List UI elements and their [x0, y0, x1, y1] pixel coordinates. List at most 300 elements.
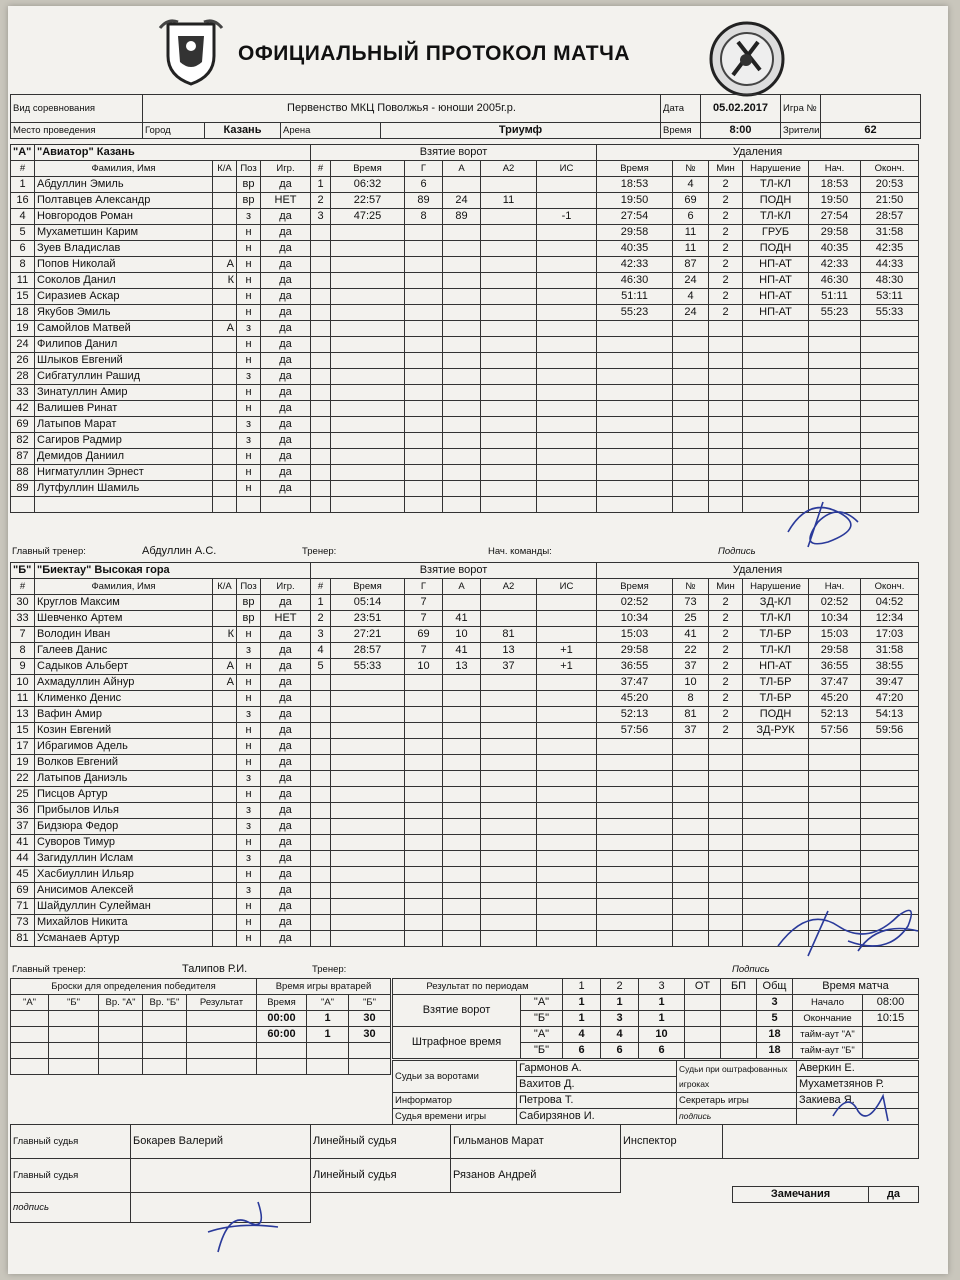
gk-title: Время игры вратарей [257, 979, 391, 995]
table-row [311, 739, 597, 755]
table-cell: 4 [11, 209, 35, 225]
table-cell [405, 691, 443, 707]
table-cell [331, 755, 405, 771]
table-row [597, 707, 919, 723]
table-cell: з [237, 883, 261, 899]
table-row [311, 883, 597, 899]
col-name: Фамилия, Имя [35, 579, 213, 595]
table-row [11, 739, 311, 755]
col-pmin: Мин [709, 579, 743, 595]
table-cell [809, 465, 861, 481]
table-row [597, 915, 919, 931]
pen-cell: 4 [563, 1027, 601, 1043]
table-cell [743, 369, 809, 385]
table-cell: н [237, 305, 261, 321]
gk-col-a: "А" [307, 995, 349, 1011]
table-cell [443, 305, 481, 321]
table-cell: да [261, 337, 311, 353]
spectators-label: Зрители [781, 123, 821, 139]
table-cell: 2 [709, 289, 743, 305]
table-row [311, 803, 597, 819]
table-cell: Попов Николай [35, 257, 213, 273]
table-cell: ТЛ-КЛ [743, 611, 809, 627]
table-cell [861, 353, 919, 369]
table-cell [481, 803, 537, 819]
team-a-roster [10, 144, 311, 513]
table-cell: н [237, 915, 261, 931]
table-cell [537, 369, 597, 385]
trainer-label-b: Тренер: [312, 964, 347, 975]
table-cell [443, 803, 481, 819]
table-cell: ЗД-КЛ [743, 595, 809, 611]
table-cell [405, 497, 443, 513]
table-cell: з [237, 851, 261, 867]
table-cell: да [261, 385, 311, 401]
table-cell: К [213, 627, 237, 643]
table-cell: Садыков Альберт [35, 659, 213, 675]
table-cell [481, 851, 537, 867]
table-cell: н [237, 337, 261, 353]
table-cell: да [261, 899, 311, 915]
table-row [597, 417, 919, 433]
table-cell: з [237, 209, 261, 225]
col-pviol: Нарушение [743, 579, 809, 595]
table-cell [405, 449, 443, 465]
table-cell [481, 899, 537, 915]
table-cell: да [261, 659, 311, 675]
team-a-staff [10, 544, 918, 559]
table-cell: 1 [311, 177, 331, 193]
table-cell: ПОДН [743, 707, 809, 723]
table-cell [331, 337, 405, 353]
table-cell [311, 257, 331, 273]
table-row [311, 723, 597, 739]
table-cell: да [261, 241, 311, 257]
table-cell: Шевченко Артем [35, 611, 213, 627]
table-cell: 18:53 [809, 177, 861, 193]
table-cell [673, 417, 709, 433]
table-cell [213, 465, 237, 481]
table-row [11, 803, 311, 819]
table-cell: 31:58 [861, 643, 919, 659]
table-cell [213, 177, 237, 193]
table-cell: Хасбиуллин Ильяр [35, 867, 213, 883]
col-pos: Поз [237, 579, 261, 595]
table-cell [809, 755, 861, 771]
trainer-label-a: Тренер: [302, 546, 337, 557]
col-gtime: Время [331, 161, 405, 177]
table-cell [481, 755, 537, 771]
table-cell [481, 835, 537, 851]
table-cell: 69 [11, 417, 35, 433]
table-cell [743, 449, 809, 465]
timeout-a-label: тайм-аут "А" [793, 1027, 863, 1043]
table-cell [709, 803, 743, 819]
table-cell: 11 [673, 225, 709, 241]
table-row [11, 225, 311, 241]
table-cell [673, 465, 709, 481]
table-row [311, 899, 597, 915]
table-cell: н [237, 835, 261, 851]
table-cell [537, 433, 597, 449]
table-cell [311, 787, 331, 803]
table-cell [481, 915, 537, 931]
table-cell [809, 819, 861, 835]
table-cell: 25 [673, 611, 709, 627]
table-cell: 2 [709, 659, 743, 675]
pen-cell [721, 1027, 757, 1043]
table-row [597, 755, 919, 771]
linesman2-label: Линейный судья [311, 1159, 451, 1193]
table-row [311, 337, 597, 353]
table-cell: Сиразиев Аскар [35, 289, 213, 305]
table-cell [597, 417, 673, 433]
table-cell: 37 [673, 723, 709, 739]
table-cell: 02:52 [809, 595, 861, 611]
table-cell: з [237, 707, 261, 723]
table-cell [537, 771, 597, 787]
gk-cell: 1 [307, 1011, 349, 1027]
table-cell [537, 627, 597, 643]
table-cell: да [261, 723, 311, 739]
officials-table [392, 1060, 919, 1125]
score-cell: 1 [601, 995, 639, 1011]
table-cell: 29:58 [809, 643, 861, 659]
table-row [597, 177, 919, 193]
table-cell [743, 433, 809, 449]
table-cell: 81 [11, 931, 35, 947]
table-cell [311, 915, 331, 931]
table-cell [809, 787, 861, 803]
table-cell [213, 851, 237, 867]
table-cell: да [261, 305, 311, 321]
table-row [11, 931, 311, 947]
table-cell: 15:03 [809, 627, 861, 643]
table-cell [213, 643, 237, 659]
ref-label: Главный судья [11, 1125, 131, 1159]
table-cell: А [213, 257, 237, 273]
table-cell: з [237, 643, 261, 659]
table-cell: 53:11 [861, 289, 919, 305]
table-cell: 46:30 [597, 273, 673, 289]
table-cell: 8 [673, 691, 709, 707]
team-b-roster [10, 562, 311, 947]
table-row [597, 771, 919, 787]
table-cell [709, 931, 743, 947]
table-row [11, 193, 311, 209]
table-cell: 42:33 [597, 257, 673, 273]
table-cell [311, 675, 331, 691]
table-cell [213, 385, 237, 401]
table-cell [213, 289, 237, 305]
table-cell: 2 [709, 209, 743, 225]
table-row [597, 337, 919, 353]
table-cell: з [237, 417, 261, 433]
table-cell: 12:34 [861, 611, 919, 627]
table-cell [537, 193, 597, 209]
table-cell: да [261, 851, 311, 867]
table-cell: 42 [11, 401, 35, 417]
table-cell: 55:23 [809, 305, 861, 321]
table-cell [481, 305, 537, 321]
table-cell [673, 835, 709, 851]
table-cell: да [261, 755, 311, 771]
table-cell: да [261, 643, 311, 659]
table-cell [673, 353, 709, 369]
table-row [11, 691, 311, 707]
table-cell [809, 835, 861, 851]
table-cell [709, 449, 743, 465]
table-cell: ПОДН [743, 193, 809, 209]
timekeeper: Сабирзянов И. [517, 1109, 677, 1125]
competition: Первенство МКЦ Поволжья - юноши 2005г.р. [143, 95, 661, 123]
row-b: "Б" [521, 1011, 563, 1027]
table-cell [537, 385, 597, 401]
informer-label: Информатор [393, 1093, 517, 1109]
table-cell: н [237, 353, 261, 369]
table-cell: Зуев Владислав [35, 241, 213, 257]
table-cell: 9 [11, 659, 35, 675]
table-cell [331, 273, 405, 289]
table-cell [537, 465, 597, 481]
table-cell: да [261, 369, 311, 385]
table-cell [743, 755, 809, 771]
inspector [723, 1125, 919, 1159]
table-cell [481, 401, 537, 417]
table-cell [311, 305, 331, 321]
table-cell: 24 [11, 337, 35, 353]
table-cell: 89 [405, 193, 443, 209]
table-cell: н [237, 739, 261, 755]
table-cell [481, 931, 537, 947]
table-cell [311, 739, 331, 755]
table-cell [311, 353, 331, 369]
row-a: "А" [521, 995, 563, 1011]
table-cell: да [261, 289, 311, 305]
table-cell [743, 465, 809, 481]
table-cell [311, 883, 331, 899]
goalkeeper-time-table [256, 978, 391, 1075]
table-cell [537, 851, 597, 867]
end-time: 10:15 [863, 1011, 919, 1027]
table-row [11, 177, 311, 193]
table-cell [405, 675, 443, 691]
table-row [311, 417, 597, 433]
table-cell [537, 401, 597, 417]
so-vrb: Вр. "Б" [143, 995, 187, 1011]
table-cell [861, 899, 919, 915]
table-cell: 11 [11, 273, 35, 289]
score-cell [721, 995, 757, 1011]
table-cell: 42:33 [809, 257, 861, 273]
linesman-label: Линейный судья [311, 1125, 451, 1159]
table-cell [537, 225, 597, 241]
table-row [597, 465, 919, 481]
table-cell: 22 [673, 643, 709, 659]
table-cell: 36:55 [597, 659, 673, 675]
table-cell: 2 [709, 595, 743, 611]
table-row [597, 289, 919, 305]
table-cell [213, 803, 237, 819]
table-cell: з [237, 433, 261, 449]
table-row [11, 465, 311, 481]
table-row [597, 819, 919, 835]
table-cell [331, 931, 405, 947]
table-cell: 05:14 [331, 595, 405, 611]
table-cell: 6 [405, 177, 443, 193]
table-row [597, 497, 919, 513]
col-pmin: Мин [709, 161, 743, 177]
score-cell: 1 [563, 995, 601, 1011]
secretary-label: Секретарь игры [677, 1093, 797, 1109]
table-cell [537, 723, 597, 739]
col-g: Г [405, 579, 443, 595]
table-cell: Писцов Артур [35, 787, 213, 803]
table-cell: 2 [709, 611, 743, 627]
table-cell [213, 723, 237, 739]
table-cell [861, 433, 919, 449]
table-cell: 2 [311, 611, 331, 627]
table-cell [443, 595, 481, 611]
col-total: Общ [757, 979, 793, 995]
table-cell: да [261, 675, 311, 691]
table-cell [481, 707, 537, 723]
row-b: "Б" [521, 1043, 563, 1059]
table-cell [213, 369, 237, 385]
table-cell: 36 [11, 803, 35, 819]
table-cell [597, 787, 673, 803]
table-cell [673, 915, 709, 931]
table-cell [405, 851, 443, 867]
table-cell [537, 449, 597, 465]
table-cell: НП-АТ [743, 659, 809, 675]
table-cell [597, 851, 673, 867]
table-cell [709, 883, 743, 899]
table-cell: 15 [11, 723, 35, 739]
table-cell [311, 497, 331, 513]
table-cell: 24 [673, 305, 709, 321]
table-cell: Шайдуллин Сулейман [35, 899, 213, 915]
table-cell: да [261, 177, 311, 193]
table-cell [673, 851, 709, 867]
table-cell [11, 497, 35, 513]
col-ot: ОТ [685, 979, 721, 995]
table-row [11, 257, 311, 273]
table-row [11, 369, 311, 385]
table-cell: 52:13 [597, 707, 673, 723]
table-cell [743, 835, 809, 851]
table-cell: ТЛ-БР [743, 691, 809, 707]
table-cell [405, 401, 443, 417]
timeout-a [863, 1027, 919, 1043]
table-cell: 52:13 [809, 707, 861, 723]
table-cell: н [237, 787, 261, 803]
table-cell [213, 755, 237, 771]
team-a-name: "Авиатор" Казань [35, 145, 311, 161]
table-cell [597, 385, 673, 401]
table-cell: да [261, 771, 311, 787]
table-row [11, 611, 311, 627]
table-cell: да [261, 867, 311, 883]
table-cell: 87 [673, 257, 709, 273]
table-cell [405, 707, 443, 723]
so-res: Результат [187, 995, 257, 1011]
table-cell [481, 723, 537, 739]
table-cell: А [213, 321, 237, 337]
table-cell [311, 321, 331, 337]
table-row [597, 257, 919, 273]
table-cell: 10:34 [809, 611, 861, 627]
table-cell [537, 177, 597, 193]
table-row [311, 707, 597, 723]
table-cell [537, 417, 597, 433]
table-row [597, 595, 919, 611]
table-cell [537, 481, 597, 497]
col-pend: Оконч. [861, 579, 919, 595]
table-row [597, 209, 919, 225]
table-cell: н [237, 225, 261, 241]
table-cell [709, 835, 743, 851]
table-cell: 10 [405, 659, 443, 675]
table-cell [597, 867, 673, 883]
col-pstart: Нач. [809, 161, 861, 177]
table-cell: 18 [11, 305, 35, 321]
goals-label: Взятие ворот [393, 995, 521, 1027]
table-cell [743, 385, 809, 401]
table-cell [331, 353, 405, 369]
col-a: А [443, 579, 481, 595]
table-row [11, 353, 311, 369]
table-cell [443, 931, 481, 947]
table-cell [331, 915, 405, 931]
table-cell [311, 385, 331, 401]
table-cell [743, 739, 809, 755]
table-cell [809, 353, 861, 369]
table-cell [809, 321, 861, 337]
table-cell: 16 [11, 193, 35, 209]
score-cell [685, 995, 721, 1011]
table-cell: 71 [11, 899, 35, 915]
table-cell: Самойлов Матвей [35, 321, 213, 337]
table-cell [861, 883, 919, 899]
table-cell [213, 209, 237, 225]
table-cell: Вафин Амир [35, 707, 213, 723]
table-cell: 28:57 [331, 643, 405, 659]
table-cell: 2 [709, 723, 743, 739]
table-cell: 02:52 [597, 595, 673, 611]
table-cell [673, 321, 709, 337]
col-pviol: Нарушение [743, 161, 809, 177]
table-cell [443, 739, 481, 755]
table-cell: 27:21 [331, 627, 405, 643]
table-cell [405, 241, 443, 257]
table-cell [405, 931, 443, 947]
table-cell: Клименко Денис [35, 691, 213, 707]
table-cell: 2 [709, 643, 743, 659]
table-cell [311, 899, 331, 915]
table-cell: 4 [311, 643, 331, 659]
table-cell: Бидзюра Федор [35, 819, 213, 835]
table-cell [809, 867, 861, 883]
table-cell [537, 691, 597, 707]
table-cell [809, 433, 861, 449]
table-cell: 28 [11, 369, 35, 385]
timeout-b [863, 1043, 919, 1059]
table-cell: Суворов Тимур [35, 835, 213, 851]
table-cell [443, 707, 481, 723]
table-cell: н [237, 385, 261, 401]
table-cell [213, 883, 237, 899]
